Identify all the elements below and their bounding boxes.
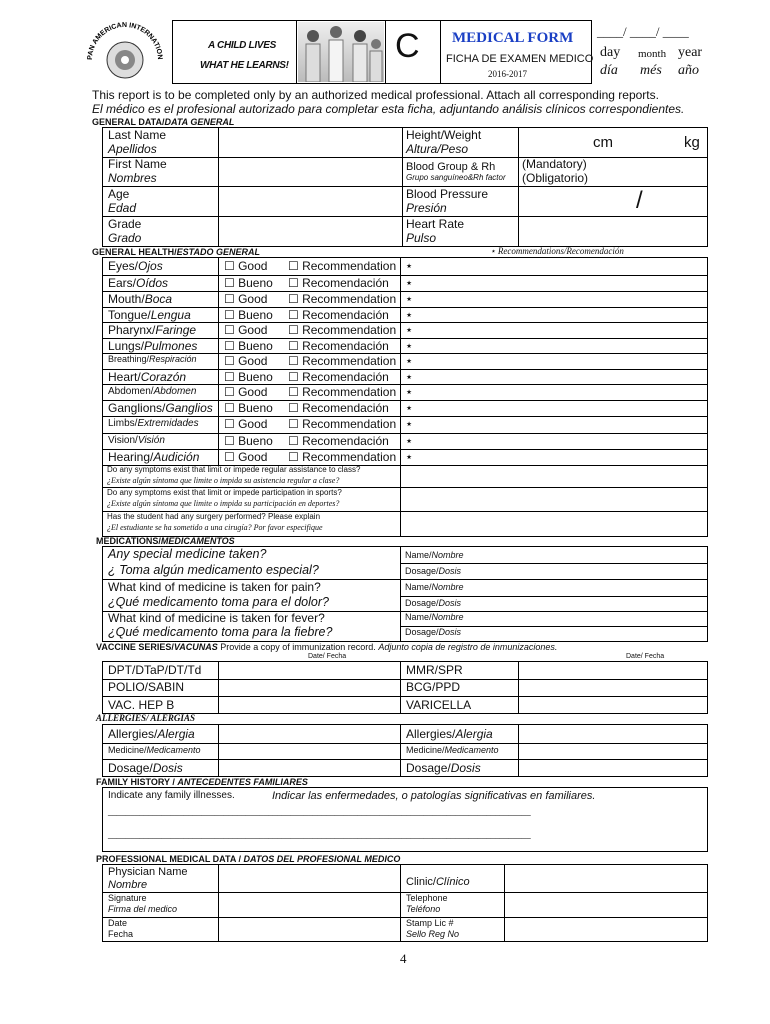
dia-label: día — [600, 63, 618, 78]
recommendation-star-icon: ⋆ — [405, 322, 414, 337]
telefono-label: Teléfono — [406, 904, 441, 914]
firma-label: Firma del medico — [108, 904, 178, 914]
med-dosage-2[interactable]: Dosage/Dosis — [405, 598, 462, 608]
med-dosage-1[interactable]: Dosage/Dosis — [405, 566, 462, 576]
blood-group-label: Blood Group & Rh — [406, 161, 496, 173]
allergy-label-right: Allergies/Alergia — [406, 727, 493, 741]
general-health-heading: GENERAL HEALTH/ESTADO GENERAL — [92, 247, 261, 257]
vaccine-dpt: DPT/DTaP/DT/Td — [108, 663, 202, 677]
med-pain-es: ¿Qué medicamento toma para el dolor? — [108, 595, 329, 609]
clinic-label: Clinic/Clínico — [406, 876, 470, 888]
recommendation-star-icon: ⋆ — [405, 291, 414, 306]
vaccine-bcg-date[interactable] — [519, 680, 707, 695]
vaccine-hepb: VAC. HEP B — [108, 698, 175, 712]
q-surgery-en: Has the student had any surgery performed? Please explain — [107, 512, 321, 521]
date-blank[interactable]: ____/ ____/ ____ — [597, 24, 689, 39]
health-row-label: Mouth/Boca — [108, 292, 173, 306]
vaccine-mmr: MMR/SPR — [406, 663, 463, 677]
sello-label: Sello Reg No — [406, 929, 460, 939]
family-line-1: _______________________________________________________________________________________________ — [108, 807, 531, 816]
recommendation-star-icon: ⋆ — [405, 433, 414, 448]
grade-label: Grade — [108, 217, 142, 231]
nombres-label: Nombres — [108, 171, 157, 185]
health-row-label: Pharynx/Faringe — [108, 323, 197, 337]
telephone-field[interactable] — [505, 893, 707, 916]
medicine-field-2[interactable] — [519, 744, 707, 758]
q-class-answer[interactable] — [401, 466, 707, 486]
health-option-1[interactable]: ☐ Bueno — [224, 401, 273, 415]
vaccine-varicella-date[interactable] — [519, 697, 707, 713]
edad-label: Edad — [108, 201, 137, 215]
health-option-2[interactable]: ☐ Recomendación — [288, 339, 389, 353]
health-option-2[interactable]: ☐ Recommendation — [288, 417, 397, 431]
physician-name-label: Physician Name — [108, 866, 188, 878]
health-option-1[interactable]: ☐ Bueno — [224, 339, 273, 353]
vaccine-hepb-date[interactable] — [219, 697, 399, 713]
health-row-label: Vision/Visión — [108, 435, 165, 446]
school-name-arc: PAN AMERICAN INTERNATION — [86, 21, 164, 61]
first-name-field[interactable] — [219, 158, 401, 185]
form-letter: C — [395, 27, 420, 65]
obligatorio-label: (Obligatorio) — [522, 171, 589, 185]
family-history-heading: FAMILY HISTORY / ANTECEDENTES FAMILIARES — [96, 777, 308, 787]
physician-name-field[interactable] — [219, 865, 399, 891]
health-row-label: Tongue/Lengua — [108, 308, 191, 322]
health-row-label: Hearing/Audición — [108, 450, 200, 464]
health-option-2[interactable]: ☐ Recommendation — [288, 385, 397, 399]
stamp-label: Stamp Lic # — [406, 918, 454, 928]
form-subtitle: FICHA DE EXAMEN MEDICO — [446, 53, 594, 65]
health-option-1[interactable]: ☐ Good — [224, 323, 268, 337]
pulso-label: Pulso — [406, 231, 437, 245]
family-text-en: Indicate any family illnesses. — [108, 790, 235, 801]
month-label: month — [638, 48, 667, 60]
health-option-2[interactable]: ☐ Recommendation — [288, 354, 397, 368]
health-row-label: Breathing/Respiración — [108, 354, 197, 364]
heart-rate-label: Heart Rate — [406, 217, 465, 231]
medicine-field-1[interactable] — [219, 744, 399, 758]
med-fever-en: What kind of medicine is taken for fever? — [108, 611, 325, 625]
recommendation-star-icon: ⋆ — [405, 449, 414, 464]
q-class-en: Do any symptoms exist that limit or impede regular assistance to class? — [107, 465, 361, 474]
nombre-label: Nombre — [108, 879, 148, 891]
health-row-label: Eyes/Ojos — [108, 259, 163, 273]
health-option-2[interactable]: ☐ Recomendación — [288, 276, 389, 290]
q-sports-es: ¿Existe algún síntoma que limite o impida su participación en deportes? — [107, 499, 340, 508]
recommendation-star-icon: ⋆ — [405, 275, 414, 290]
q-surgery-answer[interactable] — [401, 512, 707, 536]
presion-label: Presión — [406, 201, 447, 215]
medications-heading: MEDICATIONS/MEDICAMENTOS — [96, 536, 235, 546]
general-data-heading: GENERAL DATA/DATA GENERAL — [92, 117, 235, 127]
grado-label: Grado — [108, 231, 142, 245]
general-data-table — [102, 127, 708, 247]
q-surgery-es: ¿El estudiante se ha sometido a una cirugía? Por favor especifique — [107, 523, 323, 532]
vaccines-heading: VACCINE SERIES/VACUNAS Provide a copy of immunization record. Adjunto copia de registro de inmunizaciones. — [96, 642, 558, 652]
dosage-label-right: Dosage/Dosis — [406, 761, 481, 775]
altura-peso-label: Altura/Peso — [406, 142, 469, 156]
day-label: day — [600, 45, 621, 60]
med-fever-es: ¿Qué medicamento toma para la fiebre? — [108, 625, 333, 639]
allergy-field-2[interactable] — [519, 725, 707, 742]
fecha-label: Fecha — [108, 929, 134, 939]
health-option-2[interactable]: ☐ Recomendación — [288, 434, 389, 448]
dosage-field-2[interactable] — [519, 760, 707, 776]
health-option-1[interactable]: ☐ Good — [224, 450, 268, 464]
motto-line-2: WHAT HE LEARNS! — [200, 60, 289, 71]
health-option-2[interactable]: ☐ Recommendation — [288, 259, 397, 273]
health-option-2[interactable]: ☐ Recomendación — [288, 308, 389, 322]
height-weight-label: Height/Weight — [406, 128, 482, 142]
recommendation-star-icon: ⋆ — [405, 400, 414, 415]
allergy-label-left: Allergies/Alergia — [108, 727, 195, 741]
allergies-heading: ALLERGIES/ ALERGIAS — [96, 713, 195, 723]
date-field[interactable] — [219, 918, 399, 941]
professional-heading: PROFESSIONAL MEDICAL DATA / DATOS DEL PROFESIONAL MEDICO — [96, 854, 401, 864]
health-option-1[interactable]: ☐ Bueno — [224, 308, 273, 322]
clinic-field[interactable] — [505, 865, 707, 891]
med-name-1[interactable]: Name/Nombre — [405, 550, 464, 560]
mes-label: més — [640, 63, 662, 78]
recommendation-star-icon: ⋆ — [405, 369, 414, 384]
bp-slash: / — [636, 187, 643, 214]
health-option-1[interactable]: ☐ Good — [224, 385, 268, 399]
recommendation-star-icon: ⋆ — [405, 416, 414, 431]
age-field[interactable] — [219, 187, 401, 215]
family-text-es: Indicar las enfermedades, o patologías significativas en familiares. — [272, 790, 596, 802]
intro-es: El médico es el profesional autorizado para completar esta ficha, adjuntando análisis clínicos correspondientes. — [92, 102, 685, 116]
first-name-label: First Name — [108, 157, 167, 171]
health-option-1[interactable]: ☐ Good — [224, 259, 268, 273]
q-sports-en: Do any symptoms exist that limit or impede participation in sports? — [107, 488, 342, 497]
health-row-label: Limbs/Extremidades — [108, 418, 199, 429]
health-option-1[interactable]: ☐ Bueno — [224, 370, 273, 384]
health-row-label: Lungs/Pulmones — [108, 339, 198, 353]
q-sports-answer[interactable] — [401, 488, 707, 510]
telephone-label: Telephone — [406, 893, 448, 903]
medicine-label-left: Medicine/Medicamento — [108, 745, 201, 755]
health-option-2[interactable]: ☐ Recomendación — [288, 370, 389, 384]
health-option-1[interactable]: ☐ Bueno — [224, 276, 273, 290]
grupo-sanguineo-label: Grupo sanguíneo&Rh factor — [406, 173, 506, 182]
kg-unit: kg — [684, 134, 700, 151]
recommendations-note: ⋆ Recommendations/Recomendación — [490, 246, 624, 256]
family-line-2: _______________________________________________________________________________________________ — [108, 830, 531, 839]
school-logo — [80, 20, 170, 80]
health-option-1[interactable]: ☐ Good — [224, 292, 268, 306]
vaccine-polio-date[interactable] — [219, 680, 399, 695]
date-label: Date — [108, 918, 128, 928]
recommendation-star-icon: ⋆ — [405, 258, 414, 273]
recommendation-star-icon: ⋆ — [405, 307, 414, 322]
recommendation-star-icon: ⋆ — [405, 338, 414, 353]
signature-label: Signature — [108, 893, 147, 903]
health-option-2[interactable]: ☐ Recommendation — [288, 292, 397, 306]
form-title: MEDICAL FORM — [452, 30, 574, 46]
health-row-label: Abdomen/Abdomen — [108, 386, 197, 397]
apellidos-label: Apellidos — [108, 142, 157, 156]
med-special-en: Any special medicine taken? — [108, 547, 267, 561]
q-class-es: ¿Existe algún síntoma que limite o impida su asistencia regular a clase? — [107, 476, 340, 485]
med-dosage-3[interactable]: Dosage/Dosis — [405, 627, 462, 637]
vaccine-mmr-date[interactable] — [519, 662, 707, 678]
intro-en: This report is to be completed only by an authorized medical professional. Attach all corresponding reports. — [92, 88, 659, 102]
ano-label: año — [678, 63, 699, 78]
health-row-label: Heart/Corazón — [108, 370, 187, 384]
health-option-2[interactable]: ☐ Recommendation — [288, 323, 397, 337]
last-name-label: Last Name — [108, 128, 167, 142]
vaccine-polio: POLIO/SABIN — [108, 680, 185, 694]
signature-field[interactable] — [219, 893, 399, 916]
age-label: Age — [108, 187, 130, 201]
page-number: 4 — [400, 951, 407, 966]
health-option-1[interactable]: ☐ Good — [224, 354, 268, 368]
recommendation-star-icon: ⋆ — [405, 384, 414, 399]
health-option-2[interactable]: ☐ Recomendación — [288, 401, 389, 415]
recommendation-star-icon: ⋆ — [405, 353, 414, 368]
cm-unit: cm — [593, 134, 613, 151]
year-label: year — [678, 45, 703, 60]
allergy-field-1[interactable] — [219, 725, 399, 742]
vaccine-date-label-right: Date/ Fecha — [626, 653, 665, 660]
med-pain-en: What kind of medicine is taken for pain? — [108, 580, 321, 594]
stamp-field[interactable] — [505, 918, 707, 941]
vaccine-dpt-date[interactable] — [219, 662, 399, 678]
health-row-label: Ganglions/Ganglios — [108, 401, 213, 415]
dosage-field-1[interactable] — [219, 760, 399, 776]
med-special-es: ¿ Toma algún medicamento especial? — [108, 563, 319, 577]
med-name-3[interactable]: Name/Nombre — [405, 612, 464, 622]
vaccine-bcg: BCG/PPD — [406, 680, 461, 694]
mandatory-label: (Mandatory) — [522, 157, 587, 171]
blood-pressure-label: Blood Pressure — [406, 187, 489, 201]
medicine-label-right: Medicine/Medicamento — [406, 745, 499, 755]
vaccine-date-label-left: Date/ Fecha — [308, 653, 347, 660]
students-photo — [298, 22, 384, 82]
health-option-1[interactable]: ☐ Bueno — [224, 434, 273, 448]
motto-line-1: A CHILD LIVES — [208, 40, 276, 51]
school-year: 2016-2017 — [488, 69, 527, 79]
health-option-2[interactable]: ☐ Recommendation — [288, 450, 397, 464]
dosage-label-left: Dosage/Dosis — [108, 761, 183, 775]
health-option-1[interactable]: ☐ Good — [224, 417, 268, 431]
vaccine-varicella: VARICELLA — [406, 698, 472, 712]
grade-field[interactable] — [219, 217, 401, 246]
last-name-field[interactable] — [219, 128, 401, 156]
med-name-2[interactable]: Name/Nombre — [405, 582, 464, 592]
health-row-label: Ears/Oídos — [108, 276, 169, 290]
